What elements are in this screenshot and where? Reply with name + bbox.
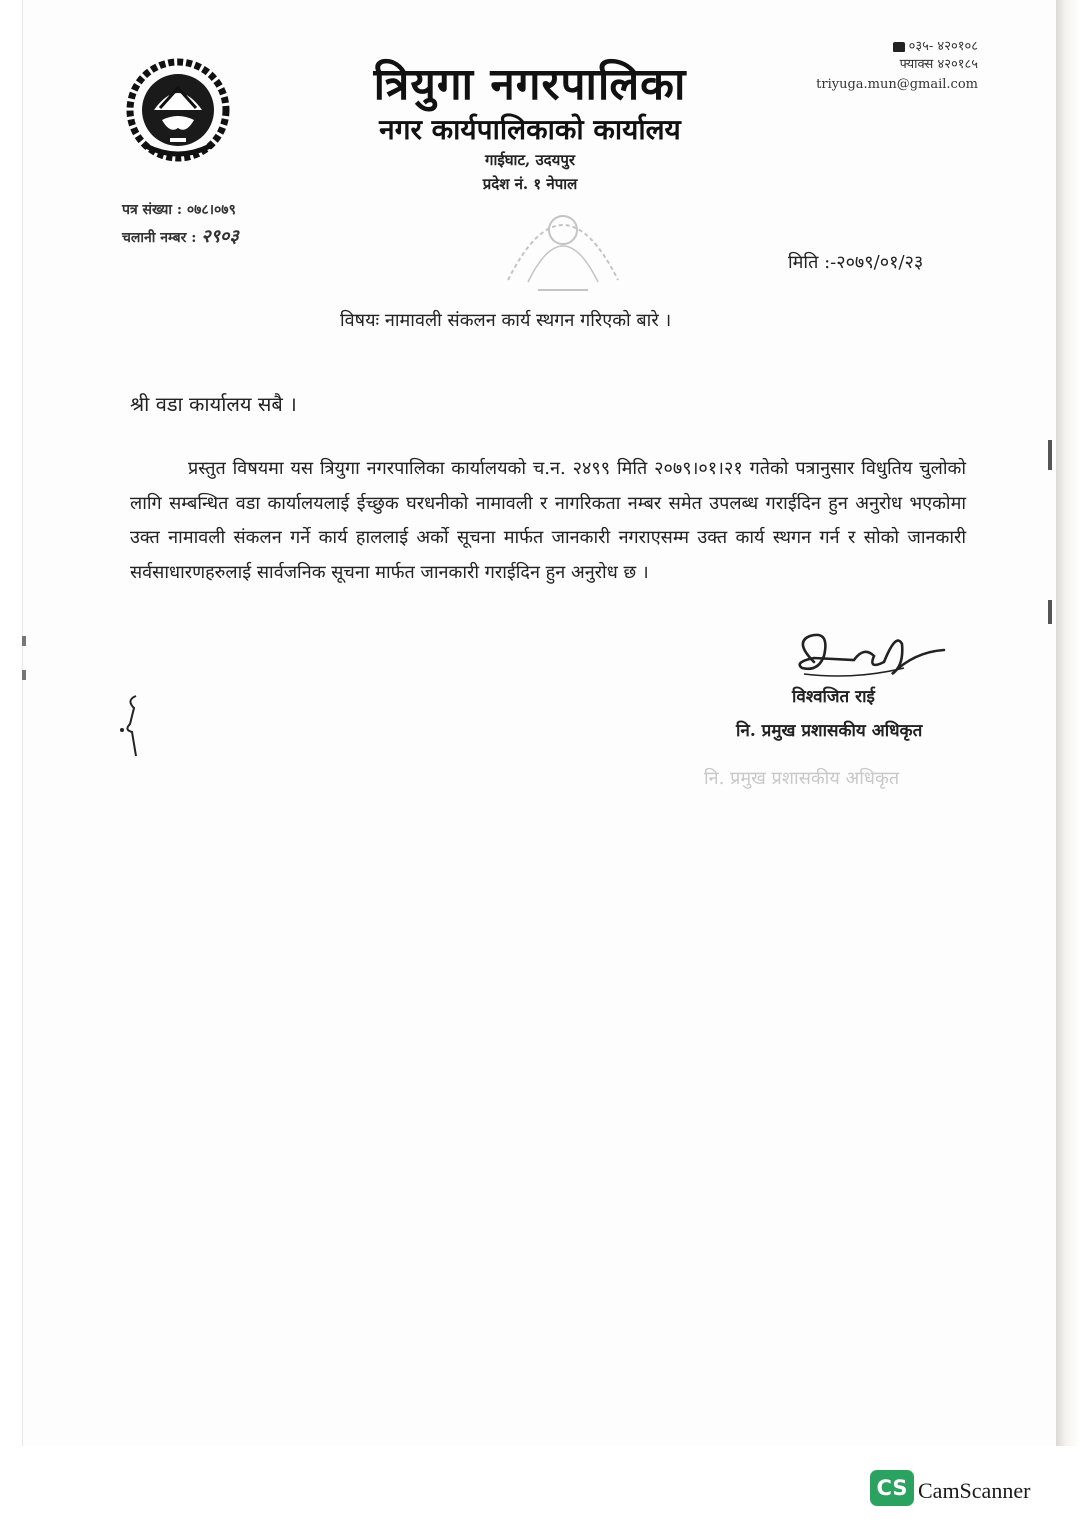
- chalani-label: चलानी नम्बर :: [122, 230, 197, 246]
- camscanner-logo-icon: CS: [870, 1470, 914, 1506]
- nepal-emblem-icon: [126, 58, 230, 162]
- office-province: प्रदेश नं. १ नेपाल: [482, 175, 578, 193]
- signatory-name: विश्वजित राई: [792, 687, 875, 707]
- office-address: गाईघाट, उदयपुर: [485, 151, 575, 169]
- contact-email: triyuga.mun@gmail.com: [816, 77, 978, 92]
- office-subtitle: नगर कार्यपालिकाको कार्यालय: [379, 113, 681, 146]
- phone-icon: [893, 42, 905, 52]
- page-edge: [1056, 0, 1080, 1446]
- scan-mark: [1048, 440, 1052, 470]
- signature-icon: [784, 622, 954, 692]
- chalani-handwritten: २९०३: [201, 226, 239, 247]
- signatory-stamp: नि. प्रमुख प्रशासकीय अधिकृत: [704, 768, 900, 789]
- scan-mark: [1048, 600, 1052, 624]
- patra-sankhya: पत्र संख्या : ०७८।०७९: [122, 202, 236, 218]
- scan-mark: [22, 670, 26, 680]
- letter-date: मिति :-२०७९/०१/२३: [788, 252, 924, 273]
- camscanner-label: CamScanner: [918, 1478, 1031, 1503]
- letter-salutation: श्री वडा कार्यालय सबै ।: [130, 392, 297, 416]
- contact-phone: [760, 38, 978, 56]
- scan-mark: [22, 636, 26, 646]
- office-title: त्रियुगा नगरपालिका: [373, 59, 687, 110]
- letter-body: प्रस्तुत विषयमा यस त्रियुगा नगरपालिका कार्यालयको च.न. २४९९ मिति २०७९।०१।२१ गतेको पत्रानुसार विधुतिय चुलोको लागि सम्बन्धित वडा कार्यालयलाई ईच्छुक घरधनीको नामावली र नागरिकता नम्बर समेत उपलब्ध गराईदिन हुन अनुरोध भएकोमा उक्त नामावली संकलन गर्ने कार्य हाललाई अर्को सूचना मार्फत जानकारी नगराएसम्म उक्त कार्य स्थगन गर्न र सोको जानकारी सर्वसाधारणहरुलाई सार्वजनिक सूचना मार्फत जानकारी गराईदिन हुन अनुरोध छ ।: [130, 458, 966, 583]
- contact-fax: फ्याक्स ४२०१८५: [899, 57, 978, 72]
- phone-number: ०३५- ४२०१०८: [908, 39, 978, 54]
- office-stamp-icon: [488, 190, 638, 300]
- letter-subject: विषयः नामावली संकलन कार्य स्थगन गरिएको बारे ।: [340, 310, 672, 331]
- initial-mark-icon: [112, 690, 152, 760]
- chalani-number: [122, 224, 239, 248]
- signatory-title: नि. प्रमुख प्रशासकीय अधिकृत: [736, 721, 923, 741]
